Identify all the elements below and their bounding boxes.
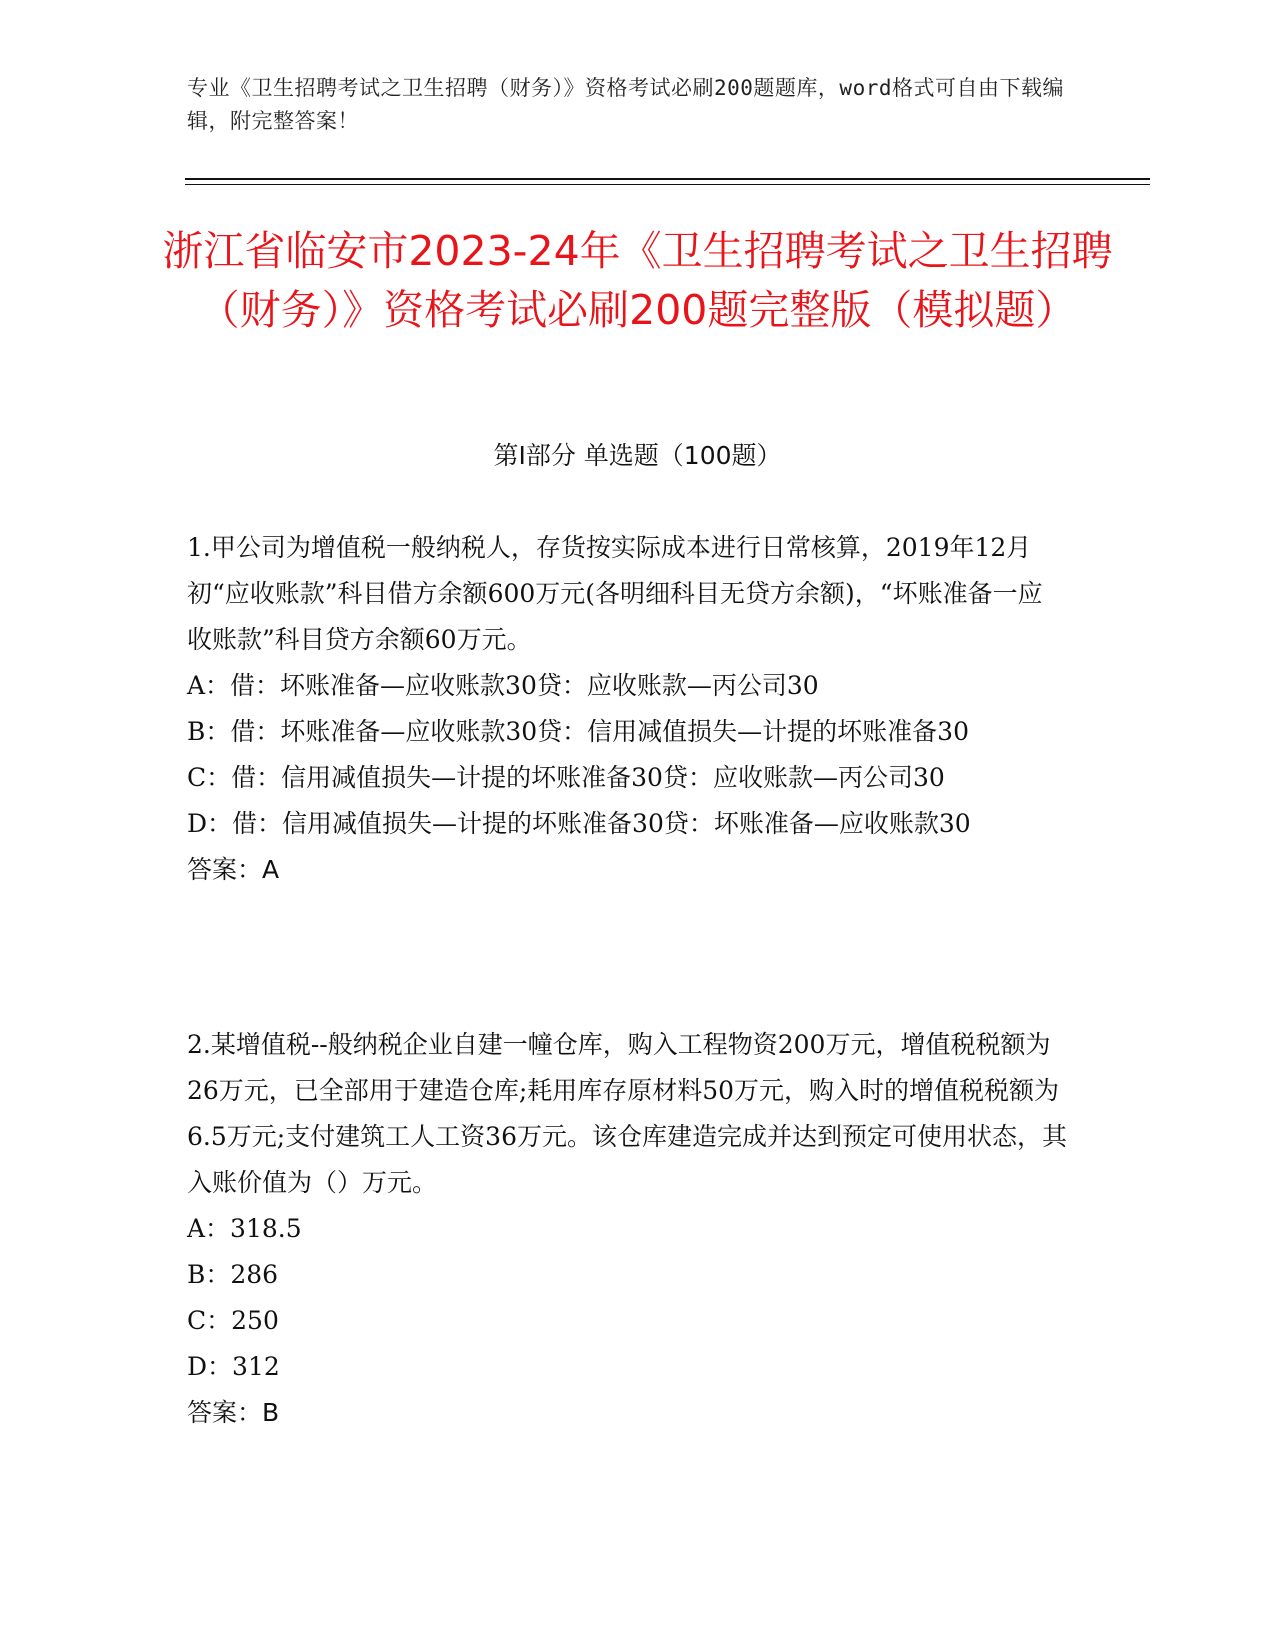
answer: 答案：A: [187, 855, 280, 884]
option-c: C：借：信用减值损失—计提的坏账准备30贷：应收账款—丙公司30: [187, 763, 945, 792]
question-stem: 2.某增值税--般纳税企业自建一幢仓库，购入工程物资200万元，增值税税额为26万元，已全部用于建造仓库;耗用库存原材料50万元，购入时的增值税税额为6.5万元;支付建筑工人工资36万元。该仓库建造完成并达到预定可使用状态，其入账价值为（）万元。: [187, 1030, 1067, 1197]
question-1: [187, 525, 1067, 893]
answer: 答案：B: [187, 1398, 280, 1427]
option-b: B：286: [187, 1260, 279, 1289]
section-title: 第Ⅰ部分 单选题（100题）: [493, 441, 782, 470]
option-a: A：318.5: [187, 1214, 302, 1243]
option-d: D：借：信用减值损失—计提的坏账准备30贷：坏账准备—应收账款30: [187, 809, 971, 838]
option-d: D：312: [187, 1352, 280, 1381]
document-title: 浙江省临安市2023-24年《卫生招聘考试之卫生招聘（财务）》资格考试必刷200题完整版（模拟题）: [162, 227, 1113, 334]
option-b: B：借：坏账准备—应收账款30贷：信用减值损失—计提的坏账准备30: [187, 717, 969, 746]
question-2: [187, 1022, 1067, 1436]
header-note: 专业《卫生招聘考试之卫生招聘（财务）》资格考试必刷200题题库，word格式可自由下载编辑，附完整答案！: [187, 76, 1064, 133]
header-divider-thin: [185, 184, 1150, 185]
header-divider-thick: [185, 178, 1150, 180]
question-stem: 1.甲公司为增值税一般纳税人，存货按实际成本进行日常核算，2019年12月初“应收账款”科目借方余额600万元(各明细科目无贷方余额)，“坏账准备一应收账款”科目贷方余额60万元。: [187, 533, 1043, 654]
option-a: A：借：坏账准备—应收账款30贷：应收账款—丙公司30: [187, 671, 819, 700]
option-c: C：250: [187, 1306, 279, 1335]
